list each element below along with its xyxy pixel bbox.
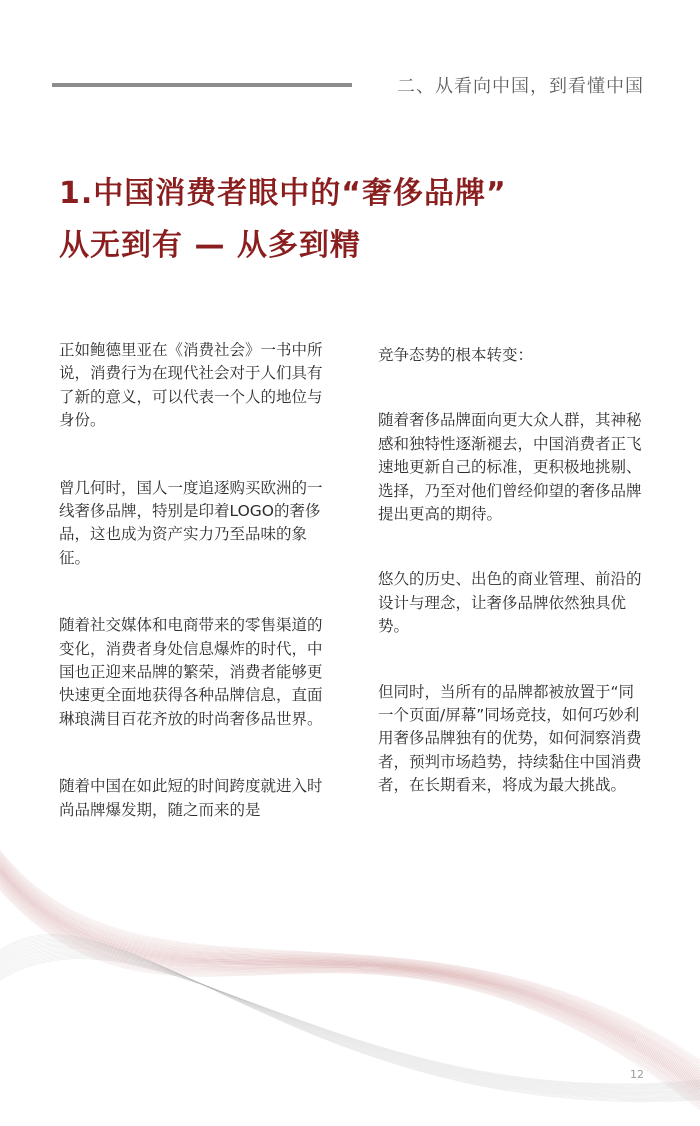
page-title — [59, 168, 507, 272]
wave-line — [0, 889, 700, 1109]
wave-line — [0, 873, 700, 1089]
wave-line — [0, 868, 700, 1083]
right-column — [378, 344, 648, 798]
title-line-2: 从无到有 — 从多到精 — [59, 228, 361, 263]
section-label: 二、从看向中国，到看懂中国 — [397, 76, 644, 97]
wave-line — [0, 878, 700, 1095]
wave-line — [0, 884, 700, 1102]
wave-line — [0, 880, 700, 1098]
paragraph: 曾几何时，国人一度追逐购买欧洲的一线奢侈品牌，特别是印着LOGO的奢侈品，这也成为资产实力乃至品味的象征。 — [59, 478, 323, 567]
decorative-wave-lines — [0, 830, 700, 1126]
paragraph: 但同时，当所有的品牌都被放置于“同一个页面/屏幕”同场竞技，如何巧妙利用奢侈品牌独有的优势，如何洞察消费者，预判市场趋势，持续黏住中国消费者，在长期看来，将成为最大挑战。 — [378, 682, 642, 795]
wave-line — [0, 882, 700, 1100]
page-number: 12 — [630, 1068, 644, 1081]
paragraph: 随着社交媒体和电商带来的零售渠道的变化，消费者身处信息爆炸的时代，中国也正迎来品牌的繁荣，消费者能够更快速更全面地获得各种品牌信息，直面琳琅满目百花齐放的时尚奢侈品世界。 — [59, 616, 323, 728]
wave-line — [0, 875, 700, 1091]
left-column — [59, 339, 331, 822]
wave-line — [0, 871, 700, 1086]
wave-line — [0, 883, 700, 1101]
wave-line — [0, 872, 700, 1087]
wave-line — [0, 959, 700, 1084]
paragraph: 悠久的历史、出色的商业管理、前沿的设计与理念，让奢侈品牌依然独具优势。 — [378, 570, 642, 636]
paragraph: 正如鲍德里亚在《消费社会》一书中所说，消费行为在现代社会对于人们具有了新的意义，可以代表一个人的地位与身份。 — [59, 341, 323, 430]
paragraph: 竞争态势的根本转变： — [378, 346, 534, 364]
paragraph: 随着奢侈品牌面向更大众人群，其神秘感和独特性逐渐褪去，中国消费者正飞速地更新自己的标准，更积极地挑剔、选择，乃至对他们曾经仰望的奢侈品牌提出更高的期待。 — [378, 411, 642, 524]
wave-line — [0, 874, 700, 1090]
wave-line — [0, 888, 700, 1107]
wave-line — [0, 869, 700, 1084]
wave-line — [0, 890, 700, 1110]
wave-line — [0, 886, 700, 1105]
title-line-1: 1.中国消费者眼中的“奢侈品牌” — [59, 176, 507, 211]
header-rule — [52, 83, 352, 87]
wave-line — [0, 879, 700, 1096]
wave-line — [0, 867, 700, 1081]
paragraph: 随着中国在如此短的时间跨度就进入时尚品牌爆发期，随之而来的是 — [59, 777, 323, 819]
wave-line — [0, 885, 700, 1104]
wave-line — [0, 958, 700, 1085]
wave-line — [0, 877, 700, 1094]
